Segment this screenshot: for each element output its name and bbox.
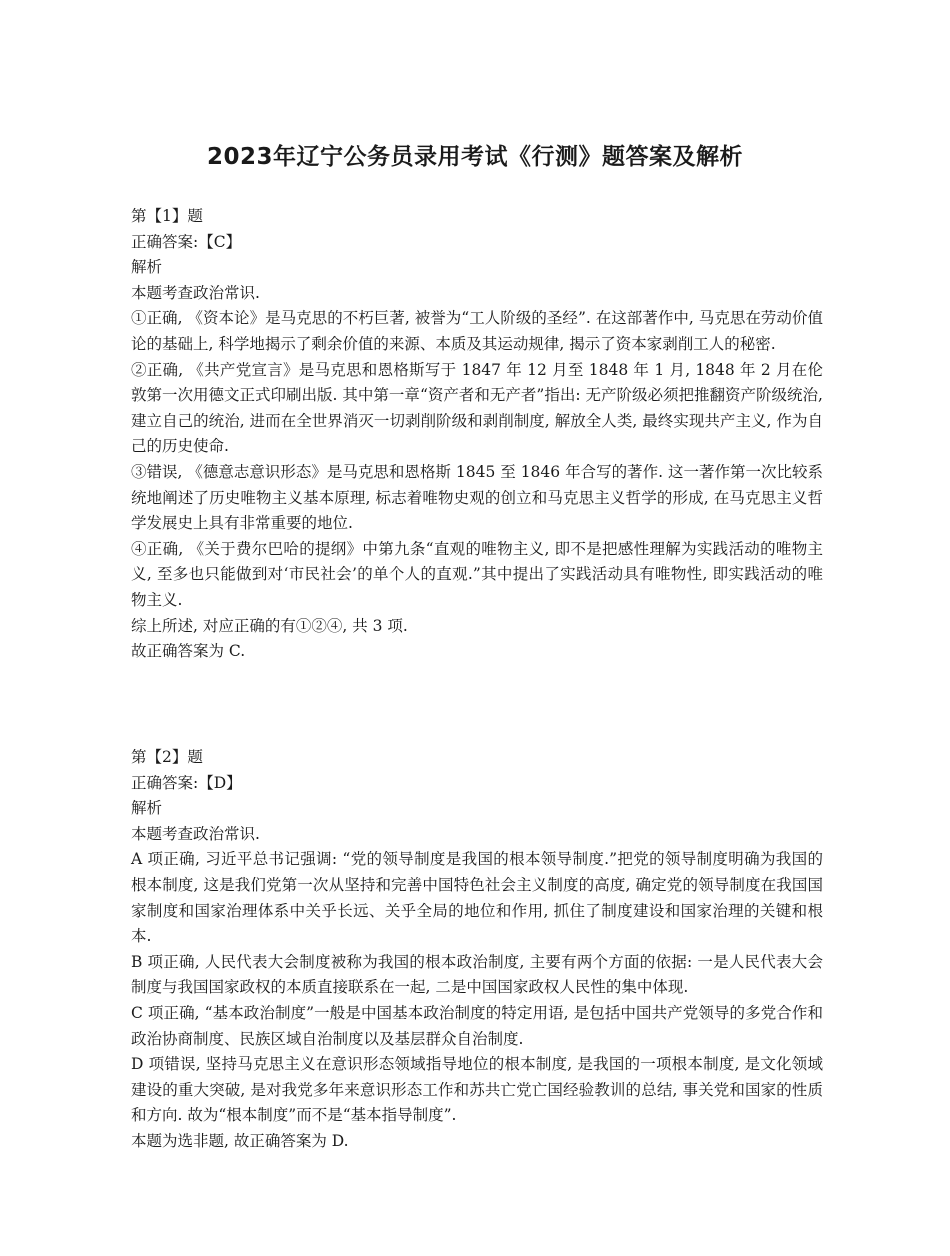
question-2 (131, 745, 823, 1155)
analysis-summary: 综上所述, 对应正确的有①②④, 共 3 项. (131, 616, 408, 635)
analysis-conclusion: 本题为选非题, 故正确答案为 D. (131, 1131, 349, 1150)
analysis-heading: 解析 (131, 258, 163, 277)
analysis-paragraph: C 项正确, “基本政治制度”一般是中国基本政治制度的特定用语, 是包括中国共产党领导的多党合作和政治协商制度、民族区域自治制度以及基层群众自治制度. (131, 1003, 823, 1048)
question-number: 第【1】题 (131, 207, 203, 225)
analysis-paragraph: ②正确, 《共产党宣言》是马克思和恩格斯写于 1847 年 12 月至 1848 年 1 月, 1848 年 2 月在伦敦第一次用德文正式印刷出版. 其中第一章“资产者和无产者”指出: 无产阶级必须把推翻资产阶级统治, 建立自己的统治, 进而在全世界消灭一切剥削阶级和剥削制度, 解放全人类, 最终实现共产主义, 作为自己的历史使命. (131, 360, 823, 456)
question-number: 第【2】题 (131, 748, 203, 766)
analysis-paragraph: ④正确, 《关于费尔巴哈的提纲》中第九条“直观的唯物主义, 即不是把感性理解为实践活动的唯物主义, 至多也只能做到对‘市民社会’的单个人的直观.”其中提出了实践活动具有唯物性, 即实践活动的唯物主义. (131, 539, 823, 609)
analysis-paragraph: B 项正确, 人民代表大会制度被称为我国的根本政治制度, 主要有两个方面的依据: 一是人民代表大会制度与我国国家政权的本质直接联系在一起, 二是中国国家政权人民性的集中体现. (131, 952, 823, 997)
correct-answer: 正确答案:【D】 (131, 773, 242, 792)
analysis-paragraph: ①正确, 《资本论》是马克思的不朽巨著, 被誉为“工人阶级的圣经”. 在这部著作中, 马克思在劳动价值论的基础上, 科学地揭示了剩余价值的来源、本质及其运动规律, 揭示了资本家剥削工人的秘密. (131, 309, 823, 353)
analysis-paragraph: ③错误, 《德意志意识形态》是马克思和恩格斯 1845 至 1846 年合写的著作. 这一著作第一次比较系统地阐述了历史唯物主义基本原理, 标志着唯物史观的创立和马克思主义哲学的形成, 在马克思主义哲学发展史上具有非常重要的地位. (131, 462, 823, 533)
analysis-heading: 解析 (131, 799, 163, 818)
analysis-intro: 本题考查政治常识. (131, 824, 260, 843)
correct-answer: 正确答案:【C】 (131, 232, 242, 251)
analysis-paragraph: D 项错误, 坚持马克思主义在意识形态领域指导地位的根本制度, 是我国的一项根本制度, 是文化领域建设的重大突破, 是对我党多年来意识形态工作和苏共亡党亡国经验教训的总结, 事关党和国家的性质和方向. 故为“根本制度”而不是“基本指导制度”. (131, 1055, 823, 1125)
analysis-paragraph: A 项正确, 习近平总书记强调: “党的领导制度是我国的根本领导制度.”把党的领导制度明确为我国的根本制度, 这是我们党第一次从坚持和完善中国特色社会主义制度的高度, 确定党的领导制度在我国国家制度和国家治理体系中关乎长远、关乎全局的地位和作用, 抓住了制度建设和国家治理的关键和根本. (131, 850, 823, 946)
analysis-conclusion: 故正确答案为 C. (131, 642, 246, 661)
analysis-intro: 本题考查政治常识. (131, 283, 260, 302)
document-title: 2023年辽宁公务员录用考试《行测》题答案及解析 (206, 144, 743, 170)
question-1 (131, 204, 823, 665)
